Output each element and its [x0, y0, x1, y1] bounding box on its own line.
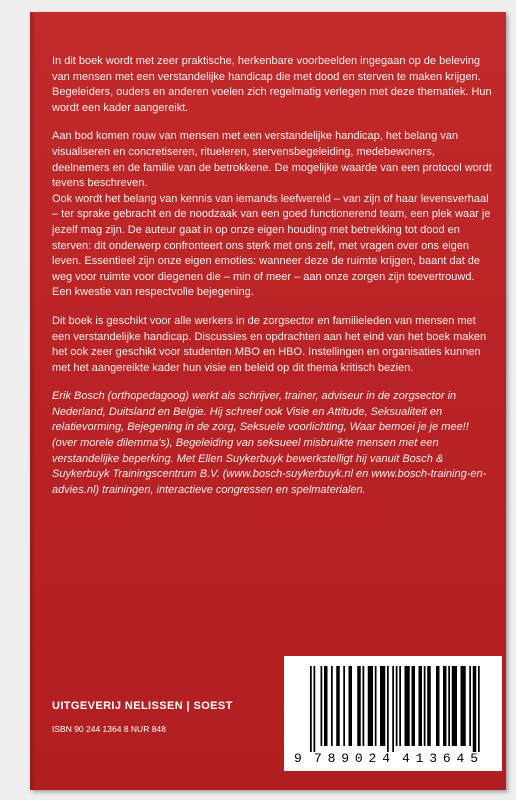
- barcode-bar: [375, 666, 377, 746]
- blurb-paragraph-1: In dit boek wordt met zeer praktische, herkenbare voorbeelden ingegaan op de beleving van mensen met een verstandelijke handicap die met dood en sterven te maken krijgen. Begeleiders, ouders en anderen voelen zich regelmatig verlegen met deze thematiek. Hun wordt een kader aangereikt.: [52, 55, 492, 114]
- back-cover: [30, 12, 506, 790]
- barcode-bar: [448, 666, 450, 746]
- author-bio: Erik Bosch (orthopedagoog) werkt als schrijver, trainer, adviseur in de zorgsector in Nederland, Duitsland en Belgie. Hij schreef ook Visie en Attitude, Seksualiteit en relatievorming, Bejegening in de zorg, Seksuele voorlichting, Waar bemoei je je mee!! (over morele dilemma's), Begeleiding van seksueel misbruikte mensen met een verstandelijke beperking. Met Ellen Suykerbuyk bewerkstelligt hij vanuit Bosch & Suykerbuyk Trainingscentrum B.V. (www.bosch-suykerbuyk.nl en www.bosch-training-en-advies.nl) trainingen, interactieve congressen en spelmaterialen.: [52, 390, 487, 496]
- barcode-bar: [436, 666, 440, 746]
- barcode-left-digits: 789024: [314, 751, 390, 766]
- barcode-bar: [349, 666, 353, 746]
- barcode-right-digits: 413645: [402, 751, 478, 766]
- barcode-bar: [424, 666, 426, 746]
- isbn-nur: ISBN 90 244 1364 8 NUR 848: [52, 724, 166, 734]
- barcode-bar: [419, 666, 423, 746]
- barcode-bars: [310, 666, 480, 752]
- publisher-name: UITGEVERIJ NELISSEN | SOEST: [52, 700, 233, 712]
- barcode: [284, 656, 502, 771]
- blurb-text: [52, 54, 494, 511]
- barcode-bar: [314, 666, 316, 752]
- barcode-bar: [324, 666, 328, 746]
- barcode-bar: [310, 666, 312, 752]
- barcode-bar: [473, 666, 477, 752]
- barcode-bar: [396, 666, 398, 746]
- barcode-bar: [321, 666, 323, 746]
- barcode-bar: [343, 666, 345, 746]
- barcode-bar: [336, 666, 340, 746]
- barcode-bar: [380, 666, 385, 746]
- barcode-bar: [399, 666, 401, 746]
- barcode-graphic: [284, 656, 502, 771]
- blurb-paragraph-4: Dit boek is geschikt voor alle werkers in de zorgsector en familieleden van mensen met een verstandelijke handicap. Discussies en opdrachten aan het eind van het boek maken het ook zeer geschikt voor studenten MBO en HBO. Instellingen en organisaties kunnen met het aangereikte kader hun visie en beleid op dit thema kritisch bezien.: [52, 314, 487, 374]
- barcode-bar: [469, 666, 471, 746]
- barcode-bar: [412, 666, 416, 746]
- barcode-bar: [478, 666, 480, 752]
- barcode-bar: [443, 666, 447, 746]
- barcode-bar: [363, 666, 365, 746]
- barcode-bar: [387, 666, 389, 752]
- barcode-bar: [368, 666, 373, 746]
- barcode-bar: [357, 666, 361, 746]
- barcode-bar: [461, 666, 466, 746]
- barcode-bar: [452, 666, 457, 746]
- blurb-paragraph-2: Aan bod komen rouw van mensen met een verstandelijke handicap, het belang van visualiseren en concretiseren, ritueleren, stervensbegeleiding, medebewoners, deelnemers en de familie van de betrokkene. De mogelijke waarde van een protocol wordt tevens beschreven.: [52, 130, 492, 190]
- barcode-bar: [405, 666, 410, 746]
- barcode-bar: [331, 666, 333, 746]
- barcode-bar: [427, 666, 431, 746]
- blurb-paragraph-3: Ook wordt het belang van kennis van iemands leefwereld – van zijn of haar levensverhaal – ter sprake gebracht en de noodzaak van een goed functionerend team, een plek waar je jezelf mag zijn. De auteur gaat in op onze eigen houding met betrekking tot dood en sterven: dit onderwerp confronteert ons sterk met ons zelf, met vragen over ons eigen leven. Essentieel zijn onze eigen emoties: wanneer deze de ruimte krijgen, baant dat de weg voor ruimte voor diegenen die – min of meer – aan onze zorgen zijn toevertrouwd. Een kwestie van respectvolle bejegening.: [52, 192, 491, 299]
- barcode-lead-digit: 9: [294, 751, 302, 766]
- barcode-bar: [392, 666, 394, 752]
